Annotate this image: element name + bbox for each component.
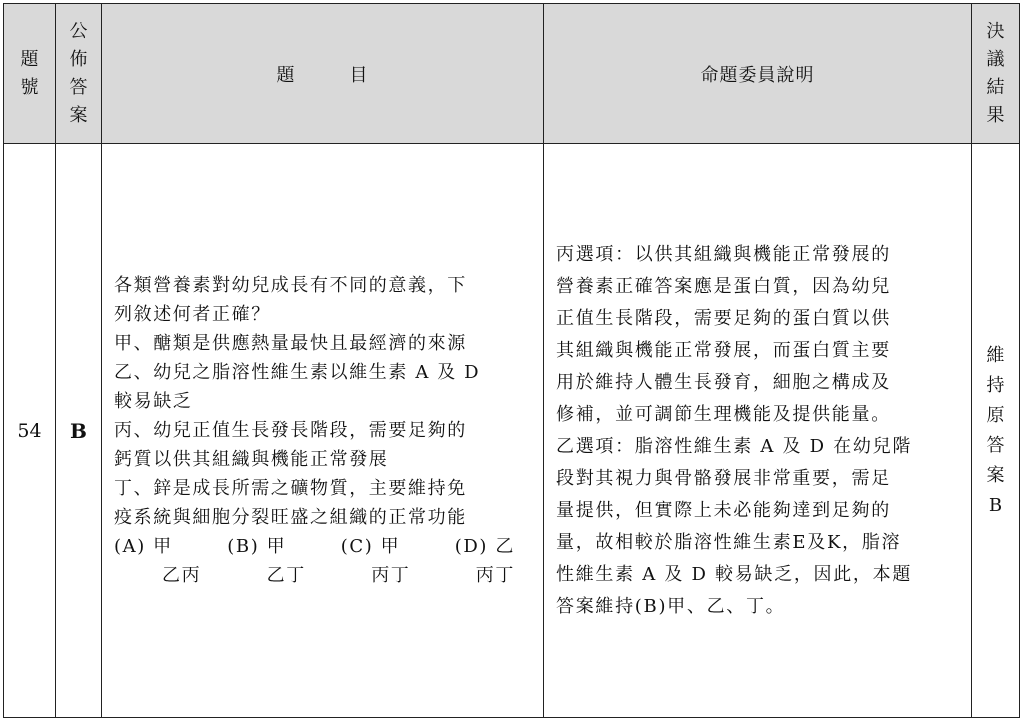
option-c-cont: 丙丁 <box>371 565 411 586</box>
option-b-cont: 乙丁 <box>266 565 306 586</box>
question-line: 乙、幼兒之脂溶性維生素以維生素 A 及 D <box>114 362 481 383</box>
question-line: 丁、鋅是成長所需之礦物質，主要維持免 <box>114 478 467 499</box>
header-question-label-2: 目 <box>349 64 369 86</box>
question-number-cell <box>4 144 56 718</box>
header-decision-label: 決 議 結 果 <box>986 20 1005 126</box>
option-a-cont: 乙丙 <box>162 565 202 586</box>
question-text <box>102 271 543 590</box>
option-d: (D) 乙 <box>454 536 515 557</box>
explanation-cell <box>544 144 972 718</box>
question-line: 各類營養素對幼兒成長有不同的意義，下 <box>114 275 467 296</box>
option-d-cont: 丙丁 <box>475 565 515 586</box>
question-line: 較易缺乏 <box>114 391 193 412</box>
review-table <box>3 3 1020 718</box>
header-qno <box>4 4 56 144</box>
header-question <box>102 4 544 144</box>
option-b: (B) 甲 <box>227 536 287 557</box>
question-line: 鈣質以供其組織與機能正常發展 <box>114 449 389 470</box>
option-c: (C) 甲 <box>340 536 401 557</box>
header-row <box>4 4 1020 144</box>
header-answer-label: 公 佈 答 案 <box>69 20 88 126</box>
explanation-paragraph-2: 乙選項：脂溶性維生素 A 及 D 在幼兒階 段對其視力與骨骼發展非常重要，需足 量提供，但實際上未必能夠達到足夠的 量，故相較於脂溶性維生素E及K，脂溶 性維生素 A 及 D 較易缺乏，因此，本題 答案維持(B)甲、乙、丁。 <box>556 435 913 617</box>
question-line: 丙、幼兒正值生長發長階段，需要足夠的 <box>114 420 467 441</box>
explanation-paragraph-1: 丙選項：以供其組織與機能正常發展的 營養素正確答案應是蛋白質，因為幼兒 正值生長階段，需要足夠的蛋白質以供 其組織與機能正常發展，而蛋白質主要 用於維持人體生長發育，細胞之構成及 修補，並可調節生理機能及提供能量。 <box>556 243 891 425</box>
header-question-label <box>102 61 543 87</box>
published-answer: B <box>70 418 87 443</box>
header-explanation <box>544 4 972 144</box>
committee-explanation <box>544 239 971 623</box>
decision-cell <box>972 144 1020 718</box>
header-explanation-label: 命題委員說明 <box>700 64 815 86</box>
question-line: 疫系統與細胞分裂旺盛之組織的正常功能 <box>114 507 467 528</box>
answer-options-continued <box>114 561 535 590</box>
header-answer <box>56 4 102 144</box>
decision-result: 維 持 原 答 案 B <box>986 344 1005 516</box>
header-qno-label: 題 號 <box>20 48 39 98</box>
question-line: 甲、醣類是供應熱量最快且最經濟的來源 <box>114 333 467 354</box>
answer-options <box>114 532 535 561</box>
question-line: 列敘述何者正確？ <box>114 304 271 325</box>
header-question-label-1: 題 <box>276 64 296 86</box>
published-answer-cell <box>56 144 102 718</box>
table-row <box>4 144 1020 718</box>
question-cell <box>102 144 544 718</box>
question-number: 54 <box>17 419 42 442</box>
header-decision <box>972 4 1020 144</box>
option-a: (A) 甲 <box>114 536 173 557</box>
